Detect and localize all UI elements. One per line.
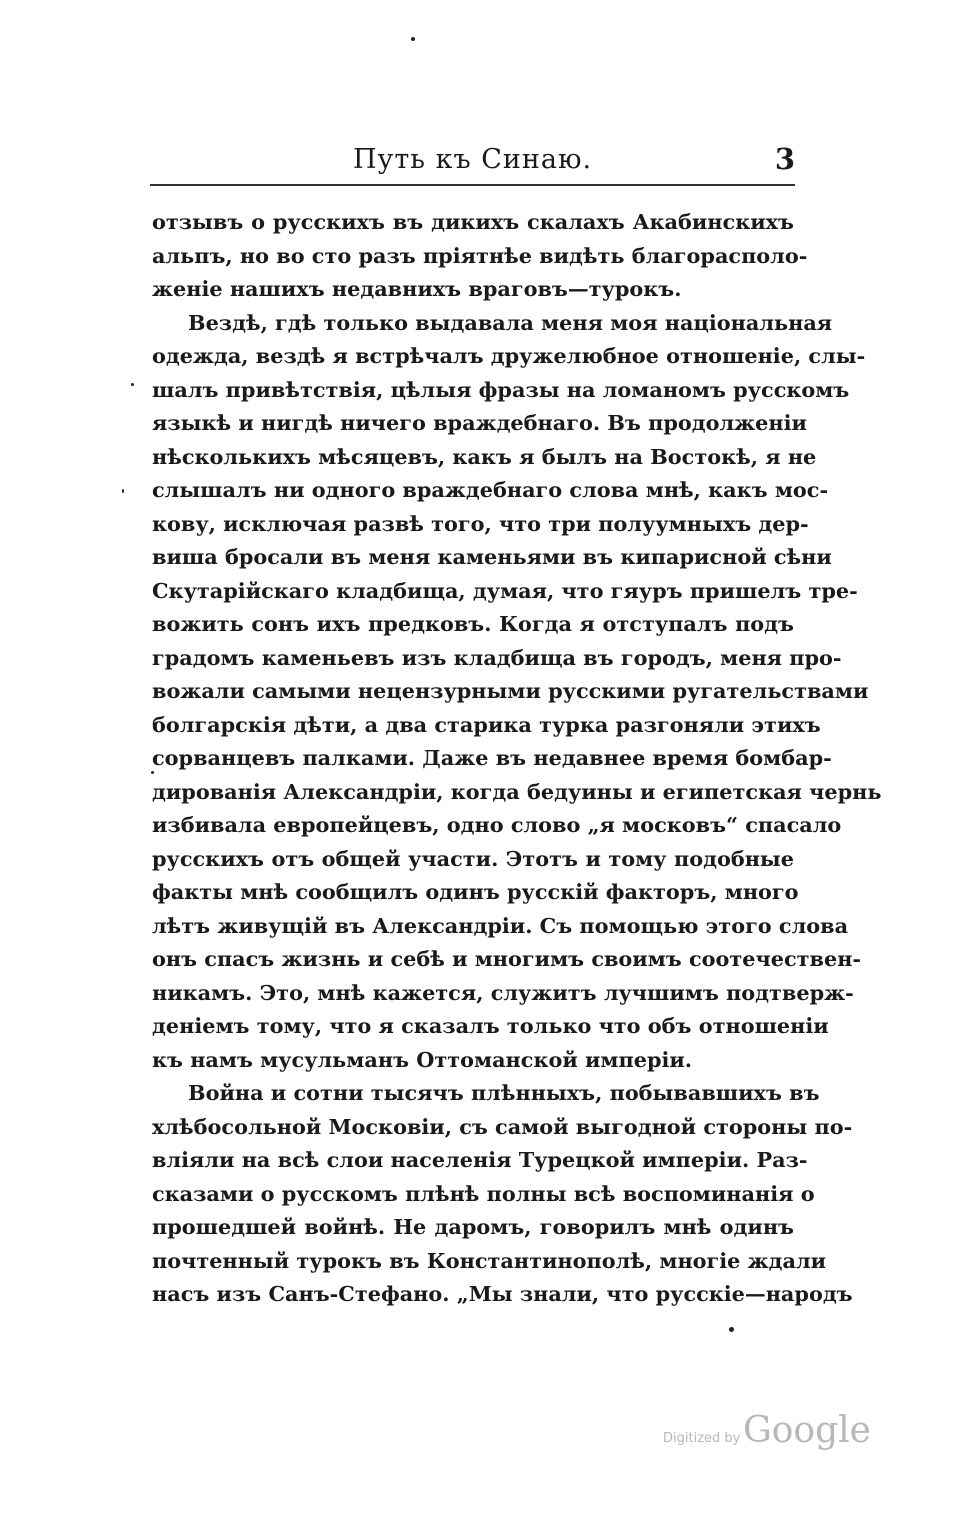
digitized-watermark: [663, 1410, 871, 1460]
page-header: [150, 140, 795, 184]
text-line: сорванцевъ палками. Даже въ недавнее время бомбар-: [152, 745, 832, 770]
scan-speck: [411, 37, 415, 41]
text-line: вліяли на всѣ слои населенія Турецкой имперіи. Раз-: [152, 1147, 808, 1172]
text-line: кову, исключая развѣ того, что три полуумныхъ дер-: [152, 510, 809, 536]
text-line: женіе нашихъ недавнихъ враговъ—турокъ.: [152, 276, 682, 301]
scan-speck: [729, 1327, 734, 1332]
text-line: деніемъ тому, что я сказалъ только что объ отношеніи: [152, 1013, 829, 1038]
text-line: Скутарійскаго кладбища, думая, что гяуръ пришелъ тре-: [152, 577, 858, 603]
body-text: [152, 205, 882, 1311]
text-line: факты мнѣ сообщилъ одинъ русскій факторъ, много: [152, 879, 799, 904]
text-line: сказами о русскомъ плѣнѣ полны всѣ воспоминанія о: [152, 1180, 815, 1206]
scan-speck: [122, 489, 124, 493]
text-line: къ намъ мусульманъ Оттоманской имперіи.: [152, 1046, 693, 1072]
text-line: одежда, вездѣ я встрѣчалъ дружелюбное отношеніе, слы-: [152, 343, 866, 368]
text-line: хлѣбосольной Московіи, съ самой выгодной стороны по-: [152, 1113, 853, 1139]
text-line: языкѣ и нигдѣ ничего враждебнаго. Въ продолженіи: [152, 410, 807, 435]
text-line: вожить сонъ ихъ предковъ. Когда я отступалъ подъ: [152, 611, 794, 636]
text-line: русскихъ отъ общей участи. Этотъ и тому подобные: [152, 845, 794, 871]
text-line: Война и сотни тысячъ плѣнныхъ, побывавшихъ въ: [188, 1080, 820, 1105]
scan-speck: [131, 383, 134, 386]
text-line: градомъ каменьевъ изъ кладбища въ городъ, меня про-: [152, 644, 842, 670]
google-logo: Google: [743, 1410, 871, 1451]
text-line: слышалъ ни одного враждебнаго слова мнѣ, какъ мос-: [152, 477, 829, 502]
header-rule: [150, 184, 795, 186]
scan-speck: [151, 771, 154, 774]
page-number: 3: [774, 142, 795, 176]
text-line: лѣтъ живущій въ Александріи. Съ помощью этого слова: [152, 912, 849, 938]
text-line: альпъ, но во сто разъ пріятнѣе видѣть благорасполо-: [152, 242, 808, 268]
running-title: Путь къ Синаю.: [352, 144, 593, 175]
text-line: избивала европейцевъ, одно слово „я московъ“ спасало: [152, 812, 842, 837]
text-line: виша бросали въ меня каменьями въ кипарисной сѣни: [152, 544, 832, 569]
text-line: Вездѣ, гдѣ только выдавала меня моя національная: [188, 309, 833, 335]
text-line: почтенный турокъ въ Константинополѣ, многіе ждали: [152, 1247, 827, 1273]
text-line: прошедшей войнѣ. Не даромъ, говорилъ мнѣ одинъ: [152, 1214, 794, 1239]
text-line: отзывъ о русскихъ въ дикихъ скалахъ Акабинскихъ: [152, 209, 794, 234]
watermark-caption: Digitized by: [663, 1431, 741, 1446]
text-line: никамъ. Это, мнѣ кажется, служитъ лучшимъ подтверж-: [152, 979, 854, 1005]
text-line: шалъ привѣтствія, цѣлыя фразы на ломаномъ русскомъ: [152, 376, 850, 402]
text-line: дированія Александріи, когда бедуины и египетская чернь: [152, 778, 882, 804]
text-line: онъ спасъ жизнь и себѣ и многимъ своимъ соотечествен-: [152, 946, 862, 971]
text-line: насъ изъ Санъ-Стефано. „Мы знали, что русскіе—народъ: [152, 1281, 853, 1306]
text-line: вожали самыми нецензурными русскими ругательствами: [152, 678, 869, 703]
text-line: болгарскія дѣти, а два старика турка разгоняли этихъ: [152, 711, 821, 737]
text-line: нѣсколькихъ мѣсяцевъ, какъ я былъ на Востокѣ, я не: [152, 443, 817, 469]
